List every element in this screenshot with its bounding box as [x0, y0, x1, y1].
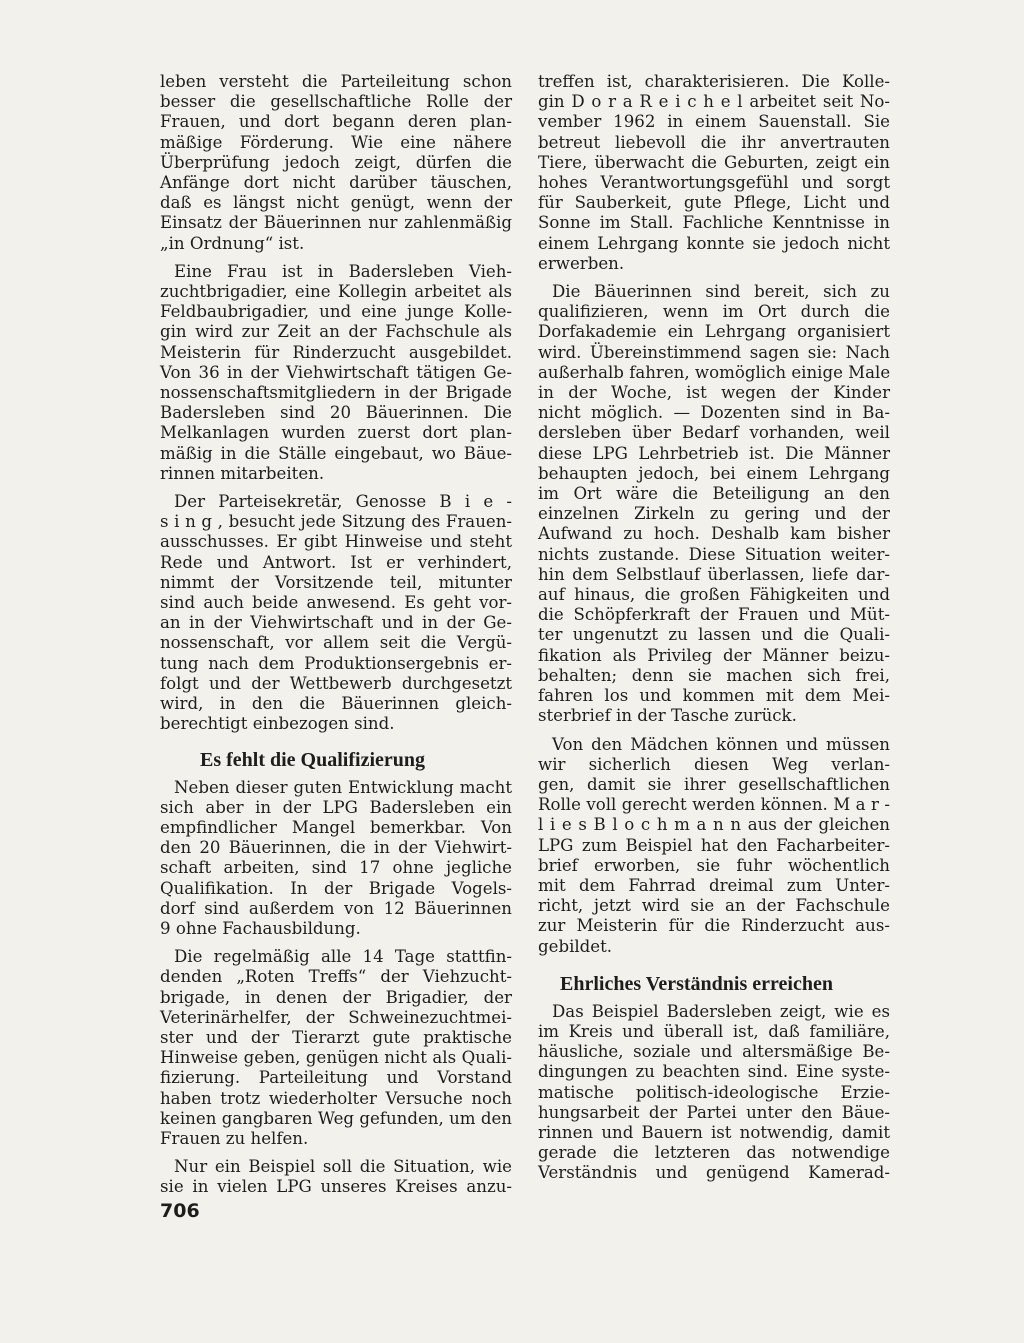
text-line: mäßige Förderung. Wie eine nähere [160, 132, 512, 152]
text-line: Frauen zu helfen. [160, 1128, 309, 1148]
paragraph [160, 262, 512, 484]
text-line: wir sicherlich diesen Weg verlan- [538, 754, 890, 774]
text-line: gebildet. [538, 936, 613, 956]
paragraph [160, 72, 512, 254]
text-line: sie in vielen LPG unseres Kreises anzu- [160, 1177, 512, 1197]
text-line: Feldbaubrigadier, und eine junge Kolle- [160, 302, 512, 322]
text-line: fizierung. Parteileitung und Vorstand [160, 1068, 512, 1088]
text-line: Neben dieser guten Entwicklung macht [174, 777, 512, 797]
text-line: Einsatz der Bäuerinnen nur zahlenmäßig [160, 213, 512, 233]
text-line: ter ungenutzt zu lassen und die Quali- [538, 625, 890, 645]
text-line: nichts zustande. Diese Situation weiter- [538, 544, 890, 564]
page-number: 706 [160, 1200, 200, 1222]
text-line: Rede und Antwort. Ist er verhindert, [160, 552, 512, 572]
text-line: dersleben über Bedarf vorhanden, weil [538, 423, 890, 443]
text-line: Rolle voll gerecht werden können. M a r - [538, 795, 890, 815]
text-line: berechtigt einbezogen sind. [160, 714, 395, 734]
paragraph [538, 72, 890, 274]
text-line: haben trotz wiederholter Versuche noch [160, 1088, 512, 1108]
text-line: sich aber in der LPG Badersleben ein [160, 797, 512, 817]
text-line: Melkanlagen wurden zuerst dort plan- [160, 423, 512, 443]
text-line: auf hinaus, die großen Fähigkeiten und [538, 585, 890, 605]
text-line: Anfänge dort nicht darüber täuschen, [160, 173, 512, 193]
text-line: einem Lehrgang konnte sie jedoch nicht [538, 233, 890, 253]
text-line: diese LPG Lehrbetrieb ist. Die Männer [538, 443, 890, 463]
paragraph [160, 947, 512, 1149]
text-line: Hinweise geben, genügen nicht als Quali- [160, 1048, 512, 1068]
text-line: gerade die letzteren das notwendige [538, 1143, 890, 1163]
text-line: l i e s B l o c h m a n n aus der gleichen [538, 815, 890, 835]
text-line: s i n g , besucht jede Sitzung des Frauen- [160, 512, 512, 532]
text-line: gin wird zur Zeit an der Fachschule als [160, 322, 512, 342]
text-line: im Kreis und überall ist, daß familiäre, [538, 1021, 890, 1041]
text-line: ster und der Tierarzt gute praktische [160, 1027, 512, 1047]
text-line: häusliche, soziale und altersmäßige Be- [538, 1042, 890, 1062]
text-line: sterbrief in der Tasche zurück. [538, 706, 797, 726]
text-line: ausschusses. Er gibt Hinweise und steht [160, 532, 512, 552]
paragraph [160, 1157, 512, 1197]
paragraph [160, 492, 512, 734]
text-line: Badersleben sind 20 Bäuerinnen. Die [160, 403, 512, 423]
text-line: qualifizieren, wenn im Ort durch die [538, 302, 890, 322]
right-column [538, 72, 890, 1192]
text-line: denden „Roten Treffs“ der Viehzucht- [160, 967, 512, 987]
text-line: empfindlicher Mangel bemerkbar. Von [160, 817, 512, 837]
text-line: im Ort wäre die Beteiligung an den [538, 484, 890, 504]
text-line: matische politisch-ideologische Erzie- [538, 1082, 890, 1102]
text-line: folgt und der Wettbewerb durchgesetzt [160, 673, 512, 693]
text-line: einzelnen Zirkeln zu gering und der [538, 504, 890, 524]
text-line: in der Woche, ist wegen der Kinder [538, 383, 890, 403]
text-line: Eine Frau ist in Badersleben Vieh- [174, 261, 512, 281]
text-line: behaupten jedoch, bei einem Lehrgang [538, 463, 890, 483]
text-line: dingungen zu beachten sind. Eine syste- [538, 1062, 890, 1082]
left-column [160, 72, 512, 1206]
text-line: besser die gesellschaftliche Rolle der [160, 92, 512, 112]
paragraph [538, 282, 890, 726]
text-line: fahren los und kommen mit dem Mei- [538, 686, 890, 706]
text-line: Frauen, und dort begann deren plan- [160, 112, 512, 132]
text-line: gen, damit sie ihrer gesellschaftlichen [538, 774, 890, 794]
paragraph [538, 735, 890, 957]
text-line: keinen gangbaren Weg gefunden, um den [160, 1108, 512, 1128]
text-line: hohes Verantwortungsgefühl und sorgt [538, 173, 890, 193]
text-line: Sonne im Stall. Fachliche Kenntnisse in [538, 213, 890, 233]
text-line: nimmt der Vorsitzende teil, mitunter [160, 572, 512, 592]
text-line: erwerben. [538, 253, 625, 273]
text-line: treffen ist, charakterisieren. Die Kolle- [538, 72, 890, 91]
text-line: betreut liebevoll die ihr anvertrauten [538, 132, 890, 152]
text-line: tung nach dem Produktionsergebnis er- [160, 653, 512, 673]
text-line: an in der Viehwirtschaft und in der Ge- [160, 613, 512, 633]
text-line: Meisterin für Rinderzucht ausgebildet. [160, 342, 512, 362]
text-line: Aufwand zu hoch. Deshalb kam bisher [538, 524, 890, 544]
text-line: für Sauberkeit, gute Pflege, Licht und [538, 193, 890, 213]
text-line: wird. Übereinstimmend sagen sie: Nach [538, 342, 890, 362]
text-line: rinnen und Bauern ist notwendig, damit [538, 1122, 890, 1142]
text-line: brigade, in denen der Brigadier, der [160, 987, 512, 1007]
text-line: Von 36 in der Viehwirtschaft tätigen Ge- [160, 362, 512, 382]
text-line: hin dem Selbstlauf überlassen, liefe dar- [538, 564, 890, 584]
text-line: 9 ohne Fachausbildung. [160, 918, 361, 938]
text-line: daß es längst nicht genügt, wenn der [160, 193, 512, 213]
paragraph [160, 778, 512, 940]
text-line: dorf sind außerdem von 12 Bäuerinnen [160, 898, 512, 918]
text-line: Das Beispiel Badersleben zeigt, wie es [552, 1001, 890, 1021]
text-line: nossenschaftsmitgliedern in der Brigade [160, 383, 512, 403]
text-line: rinnen mitarbeiten. [160, 463, 325, 483]
text-line: vember 1962 in einem Sauenstall. Sie [538, 112, 890, 132]
text-line: Von den Mädchen können und müssen [552, 734, 890, 754]
text-line: nossenschaft, vor allem seit die Vergü- [160, 633, 512, 653]
text-line: Nur ein Beispiel soll die Situation, wie [174, 1157, 512, 1177]
text-line: außerhalb fahren, womöglich einige Male [538, 362, 891, 382]
section-heading: Es fehlt die Qualifizierung [200, 748, 425, 771]
text-line: Qualifikation. In der Brigade Vogels- [160, 878, 512, 898]
text-line: zur Meisterin für die Rinderzucht aus- [538, 916, 890, 936]
text-line: fikation als Privileg der Männer beizu- [538, 645, 890, 665]
text-line: Veterinärhelfer, der Schweinezuchtmei- [160, 1007, 512, 1027]
text-line: richt, jetzt wird sie an der Fachschule [538, 896, 890, 916]
text-line: den 20 Bäuerinnen, die in der Viehwirt- [160, 838, 512, 858]
text-line: LPG zum Beispiel hat den Facharbeiter- [538, 835, 890, 855]
text-line: zuchtbrigadier, eine Kollegin arbeitet als [160, 282, 512, 302]
text-line: Dorfakademie ein Lehrgang organisiert [538, 322, 890, 342]
text-line: Verständnis und genügend Kamerad- [538, 1163, 890, 1183]
section-heading: Ehrliches Verständnis erreichen [560, 972, 833, 995]
text-line: Überprüfung jedoch zeigt, dürfen die [160, 152, 512, 172]
text-line: Tiere, überwacht die Geburten, zeigt ein [538, 152, 890, 172]
paragraph [538, 1002, 890, 1184]
text-line: wird, in den die Bäuerinnen gleich- [160, 694, 512, 714]
text-line: behalten; denn sie machen sich frei, [538, 665, 890, 685]
text-line: mit dem Fahrrad dreimal zum Unter- [538, 875, 890, 895]
text-line: brief erworben, sie fuhr wöchentlich [538, 855, 890, 875]
text-line: schaft arbeiten, sind 17 ohne jegliche [160, 858, 512, 878]
text-line: gin D o r a R e i c h e l arbeitet seit No- [538, 92, 890, 112]
text-line: Der Parteisekretär, Genosse B i e - [174, 492, 512, 512]
text-line: „in Ordnung“ ist. [160, 233, 305, 253]
text-line: sind auch beide anwesend. Es geht vor- [160, 593, 512, 613]
text-line: mäßig in die Ställe eingebaut, wo Bäue- [160, 443, 512, 463]
text-line: die Schöpferkraft der Frauen und Müt- [538, 605, 890, 625]
text-line: hungsarbeit der Partei unter den Bäue- [538, 1102, 890, 1122]
text-line: leben versteht die Parteileitung schon [160, 72, 512, 91]
text-line: nicht möglich. — Dozenten sind in Ba- [538, 403, 890, 423]
text-line: Die Bäuerinnen sind bereit, sich zu [552, 282, 890, 302]
text-line: Die regelmäßig alle 14 Tage stattfin- [174, 947, 512, 967]
